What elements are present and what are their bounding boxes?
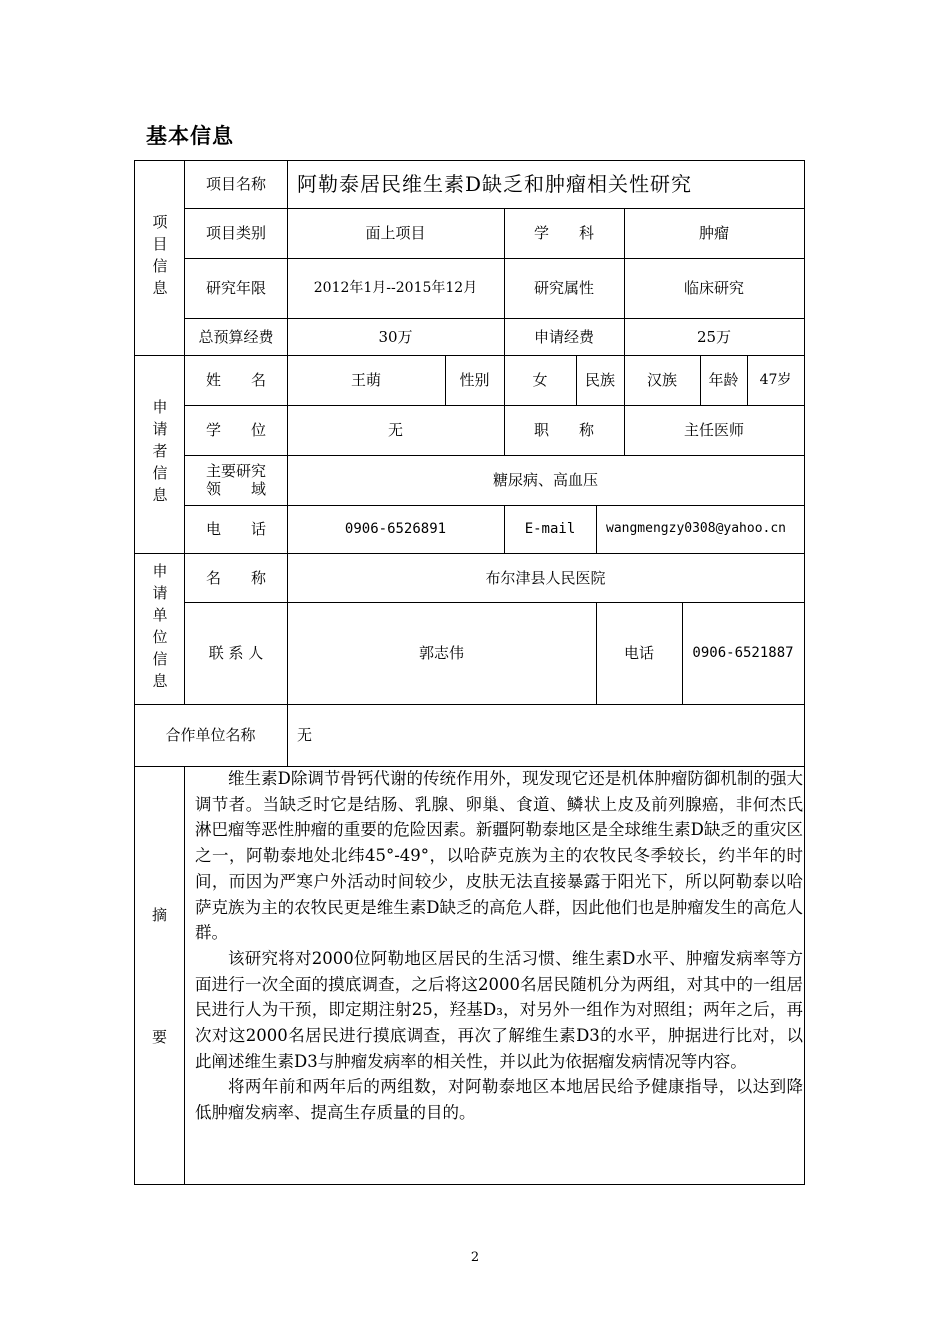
project-type-label: 项目类别: [205, 224, 266, 242]
project-group-label: 项目信息: [150, 213, 169, 302]
subject-value: 肿瘤: [698, 224, 729, 242]
age-value: 47岁: [759, 371, 792, 388]
applicant-group-label: 申请者信息: [150, 399, 169, 509]
unit-name-value: 布尔津县人民医院: [485, 568, 606, 587]
ethnic-label: 民族: [584, 371, 615, 389]
age-label: 年龄: [708, 371, 739, 389]
ethnic-value: 汉族: [646, 371, 677, 389]
degree-value: 无: [387, 421, 403, 439]
abstract-text: [195, 766, 803, 1126]
abstract-label-2: 要: [151, 1028, 167, 1046]
job-title-value: 主任医师: [683, 421, 744, 439]
applicant-name-value: 王萌: [350, 371, 381, 389]
email-label: E-mail: [524, 520, 576, 537]
unit-group-label: 申请单位信息: [150, 562, 169, 695]
unit-name-label: 名 称: [205, 568, 266, 587]
budget-value: 30万: [378, 327, 413, 346]
project-name-value: 阿勒泰居民维生素D缺乏和肿瘤相关性研究: [297, 172, 693, 196]
partner-label: 合作单位名称: [165, 726, 256, 744]
research-attr-label: 研究属性: [533, 279, 594, 297]
abstract-paragraph: 该研究将对2000位阿勒地区居民的生活习惯、维生素D水平、肿瘤发病率等方面进行一次全面的摸底调查，之后将这2000名居民随机分为两组，对其中的一组居民进行人为干预，即定期注射25，羟基D₃，对另外一组作为对照组；两年之后，再次对这2000名居民进行摸底调查，再次了解维生素D3的水平，肿据进行比对，以此阐述维生素D3与肿瘤发病率的相关性，并以此为依据瘤发病情况等内容。: [195, 948, 803, 1071]
applicant-phone-value: 0906-6526891: [344, 520, 447, 537]
abstract-label-1: 摘: [151, 906, 167, 924]
section-title: 基本信息: [146, 124, 234, 148]
gender-label: 性别: [459, 371, 490, 389]
gender-value: 女: [532, 371, 548, 389]
degree-label: 学 位: [205, 421, 266, 439]
abstract-paragraph: 将两年前和两年后的两组数，对阿勒泰地区本地居民给予健康指导，以达到降低肿瘤发病率、提高生存质量的目的。: [195, 1077, 803, 1123]
project-name-label: 项目名称: [205, 175, 266, 193]
partner-value: 无: [297, 726, 313, 744]
period-value: 2012年1月--2015年12月: [313, 279, 478, 296]
apply-fund-label: 申请经费: [533, 327, 594, 346]
applicant-name-label: 姓 名: [205, 371, 266, 389]
job-title-label: 职 称: [533, 421, 594, 439]
contact-person-value: 郭志伟: [418, 644, 464, 662]
research-attr-value: 临床研究: [683, 279, 744, 297]
unit-phone-label: 电话: [623, 644, 654, 662]
research-field-label-line1: 主要研究: [205, 462, 266, 480]
project-type-value: 面上项目: [365, 224, 426, 242]
email-value: wangmengzy0308@yahoo.cn: [606, 521, 787, 537]
period-label: 研究年限: [205, 279, 266, 297]
abstract-paragraph: 维生素D除调节骨钙代谢的传统作用外，现发现它还是机体肿瘤防御机制的强大调节者。当缺乏时它是结肠、乳腺、卵巢、食道、鳞状上皮及前列腺癌，非何杰氏淋巴瘤等恶性肿瘤的重要的危险因素。新疆阿勒泰地区是全球维生素D缺乏的重灾区之一，阿勒泰地处北纬45°-49°，以哈萨克族为主的农牧民冬季较长，约半年的时间，而因为严寒户外活动时间较少，皮肤无法直接暴露于阳光下，所以阿勒泰以哈萨克族为主的农牧民更是维生素D缺乏的高危人群，因此他们也是肿瘤发生的高危人群。: [195, 769, 803, 943]
research-field-value: 糖尿病、高血压: [492, 471, 598, 489]
apply-fund-value: 25万: [696, 327, 732, 346]
budget-label: 总预算经费: [198, 327, 274, 346]
research-field-label: [184, 455, 288, 505]
contact-person-label: 联 系 人: [208, 644, 264, 662]
unit-phone-value: 0906-6521887: [692, 644, 794, 661]
subject-label: 学 科: [533, 224, 594, 242]
applicant-phone-label: 电 话: [205, 520, 266, 538]
research-field-label-line2: 领 域: [205, 480, 266, 498]
page-number: 2: [470, 1250, 480, 1265]
